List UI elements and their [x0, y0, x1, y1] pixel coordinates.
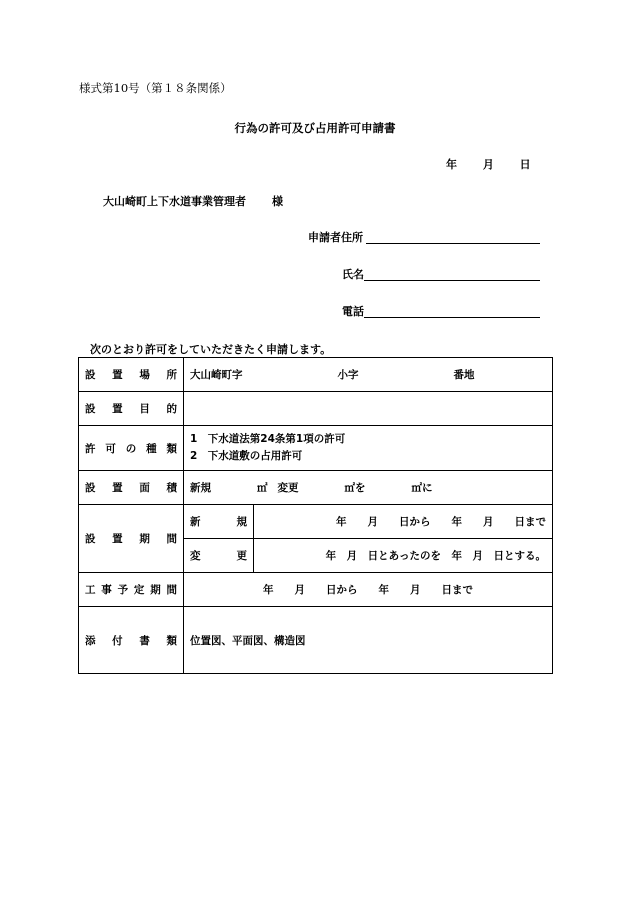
intro-text: 次のとおり許可をしていただきたく申請します。 — [90, 343, 332, 356]
location-town: 大山崎町字 — [190, 369, 243, 381]
location-field[interactable] — [184, 358, 553, 392]
attachments-value[interactable]: 位置図、平面図、構造図 — [184, 607, 553, 674]
area-new-label: 新規 — [190, 482, 211, 494]
applicant-name-field[interactable] — [364, 280, 540, 281]
application-date: 年 月 日 — [446, 158, 531, 171]
row-period-new — [79, 505, 553, 539]
permit-type-options — [184, 426, 553, 471]
purpose-field[interactable] — [184, 392, 553, 426]
construction-label: 工事予定期間 — [79, 573, 184, 607]
applicant-phone-label: 電話 — [342, 305, 364, 318]
addressee-honorific: 様 — [272, 195, 283, 208]
purpose-label: 設置目的 — [79, 392, 184, 426]
addressee — [103, 193, 283, 209]
period-change-label: 変更 — [184, 539, 254, 573]
period-new-label: 新規 — [184, 505, 254, 539]
addressee-name: 大山崎町上下水道事業管理者 — [103, 195, 246, 208]
form-number: 様式第10号（第１８条関係） — [79, 81, 232, 95]
period-change-value[interactable]: 年 月 日とあったのを 年 月 日とする。 — [254, 539, 553, 573]
row-location — [79, 358, 553, 392]
attachments-label: 添付書類 — [79, 607, 184, 674]
period-label: 設置期間 — [79, 505, 184, 573]
period-new-value[interactable]: 年 月 日から 年 月 日まで — [254, 505, 553, 539]
row-construction — [79, 573, 553, 607]
permit-option-1[interactable]: 1 下水道法第24条第1項の許可 — [190, 433, 346, 445]
row-purpose — [79, 392, 553, 426]
application-table — [78, 357, 553, 674]
row-permit-type — [79, 426, 553, 471]
applicant-name-label: 氏名 — [342, 268, 364, 281]
row-area — [79, 471, 553, 505]
area-unit-1: ㎡ — [257, 482, 268, 494]
location-koaza: 小字 — [337, 369, 359, 381]
permit-option-2[interactable]: 2 下水道敷の占用許可 — [190, 450, 303, 462]
applicant-address-label: 申請者住所 — [308, 231, 363, 244]
area-label: 設置面積 — [79, 471, 184, 505]
permit-type-label: 許可の種類 — [79, 426, 184, 471]
document-title: 行為の許可及び占用許可申請書 — [234, 121, 396, 135]
applicant-address-field[interactable] — [366, 243, 540, 244]
row-attachments — [79, 607, 553, 674]
area-unit-3: ㎡に — [411, 482, 433, 494]
area-field[interactable] — [184, 471, 553, 505]
location-banchi: 番地 — [453, 369, 475, 381]
applicant-phone-field[interactable] — [364, 317, 540, 318]
area-change-label: 変更 — [277, 482, 299, 494]
construction-value[interactable]: 年 月 日から 年 月 日まで — [184, 573, 553, 607]
location-label: 設置場所 — [79, 358, 184, 392]
area-unit-2: ㎡を — [344, 482, 366, 494]
